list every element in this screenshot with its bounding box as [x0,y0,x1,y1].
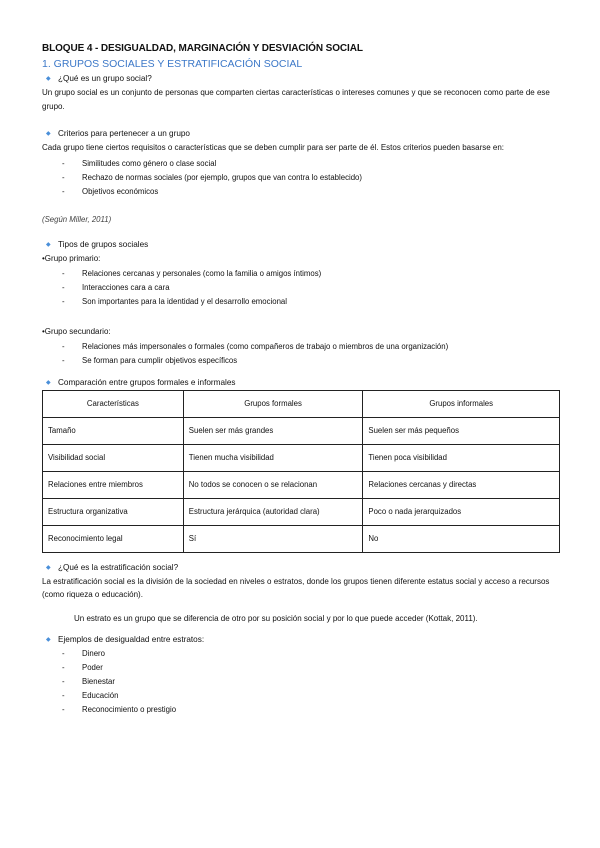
table-cell: Suelen ser más pequeños [363,417,560,444]
list-item: - Bienestar [62,677,115,686]
table-header: Grupos formales [183,390,363,417]
types-heading-text: Tipos de grupos sociales [58,239,149,249]
diamond-bullet-icon: ◆ [46,241,51,248]
list-item: - Educación [62,691,119,700]
primary-group-label: •Grupo primario: [42,253,101,263]
list-item: - Relaciones cercanas y personales (como la familia o amigos íntimos) [62,268,322,278]
stratification-paragraph: La estratificación social es la división de la sociedad en niveles o estratos, donde los grupos tienen diferente estatus social y acceso a recursos (como riqueza o educación). [42,576,550,599]
diamond-bullet-icon: ◆ [46,379,51,386]
section-title: 1. GRUPOS SOCIALES Y ESTRATIFICACIÓN SOCIAL [42,58,303,70]
list-item: - Rechazo de normas sociales (por ejemplo, grupos que van contra lo establecido) [62,172,362,182]
diamond-bullet-icon: ◆ [46,564,51,571]
q1-heading-text: ¿Qué es un grupo social? [58,74,152,83]
criteria-list [42,157,560,199]
table-cell: Tienen poca visibilidad [363,444,560,471]
table-row [43,525,560,552]
citation-miller: (Según Miller, 2011) [42,214,112,224]
table-cell: Suelen ser más grandes [183,417,363,444]
table-header-row [43,390,560,417]
criteria-heading-text: Criterios para pertenecer a un grupo [58,129,190,138]
table-cell: Estructura organizativa [43,498,184,525]
table-cell: Poco o nada jerarquizados [363,498,560,525]
primary-group-list [42,267,560,309]
table-row [43,444,560,471]
comparison-heading-text: Comparación entre grupos formales e informales [58,377,236,387]
list-item: - Objetivos económicos [62,186,159,196]
secondary-group-list [42,340,560,368]
table-cell: No todos se conocen o se relacionan [183,471,363,498]
list-item: - Interacciones cara a cara [62,282,170,292]
table-cell: No [363,525,560,552]
table-cell: Tienen mucha visibilidad [183,444,363,471]
table-cell: Visibilidad social [43,444,184,471]
table-cell: Tamaño [43,417,184,444]
table-header: Características [43,390,184,417]
main-title: BLOQUE 4 - DESIGUALDAD, MARGINACIÓN Y DESVIACIÓN SOCIAL [42,43,363,54]
table-cell: Sí [183,525,363,552]
list-item: - Similitudes como género o clase social [62,158,217,168]
list-item: - Dinero [62,649,105,658]
table-row [43,417,560,444]
table-cell: Reconocimiento legal [43,525,184,552]
table-cell: Relaciones entre miembros [43,471,184,498]
list-item: - Son importantes para la identidad y el desarrollo emocional [62,296,288,306]
table-row [43,498,560,525]
types-heading [42,240,560,249]
stratification-heading [42,563,560,572]
inequality-list [42,647,560,717]
table-row [43,471,560,498]
stratification-heading-text: ¿Qué es la estratificación social? [58,562,179,572]
table-cell: Estructura jerárquica (autoridad clara) [183,498,363,525]
inequality-heading-text: Ejemplos de desigualdad entre estratos: [58,635,205,644]
list-item: - Poder [62,663,103,672]
list-item: - Reconocimiento o prestigio [62,705,177,714]
criteria-paragraph: Cada grupo tiene ciertos requisitos o características que se deben cumplir para ser parte de él. Estos criterios pueden basarse en: [42,143,505,152]
table-cell: Relaciones cercanas y directas [363,471,560,498]
secondary-group-label: •Grupo secundario: [42,326,111,336]
diamond-bullet-icon: ◆ [46,637,51,643]
diamond-bullet-icon: ◆ [46,131,51,137]
inequality-heading [42,635,560,644]
comparison-table [42,390,560,553]
q1-paragraph: Un grupo social es un conjunto de personas que comparten ciertas características o intereses comunes y que se reconocen como parte de ese grupo. [42,88,550,111]
list-item: - Relaciones más impersonales o formales (como compañeros de trabajo o miembros de una organización) [62,341,449,351]
table-header: Grupos informales [363,390,560,417]
comparison-heading [42,378,560,387]
q1-heading [42,74,560,83]
stratum-quote: Un estrato es un grupo que se diferencia de otro por su posición social y por lo que puede acceder (Kottak, 2011). [74,613,478,623]
diamond-bullet-icon: ◆ [46,76,51,82]
list-item: - Se forman para cumplir objetivos específicos [62,355,238,365]
criteria-heading [42,129,560,138]
